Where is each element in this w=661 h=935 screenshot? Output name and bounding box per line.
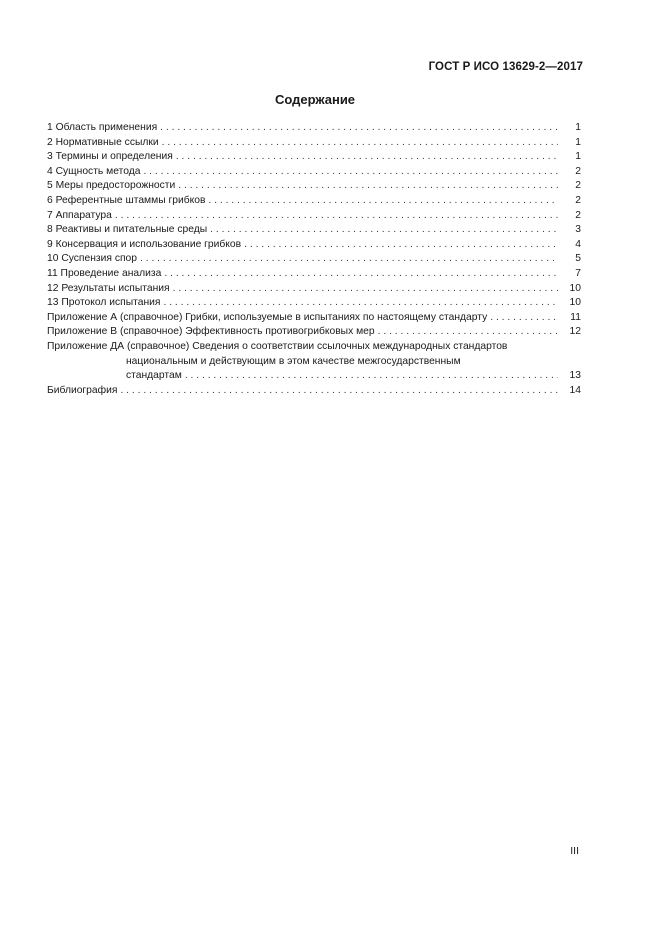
toc-leader-dots — [208, 194, 558, 209]
toc-entry-label: 12 Результаты испытания — [47, 282, 170, 294]
toc-entry-label: 6 Референтные штаммы грибков — [47, 194, 206, 206]
toc-entry-annex-da[interactable] — [47, 340, 581, 384]
toc-leader-dots — [143, 165, 558, 180]
toc-entry[interactable] — [47, 267, 581, 282]
toc-entry-label-continued: национальным и действующим в этом качестве межгосударственным — [126, 355, 461, 367]
toc-entry[interactable] — [47, 238, 581, 253]
toc-entry-page: 1 — [575, 122, 581, 133]
toc-entry-label: 8 Реактивы и питательные среды — [47, 224, 208, 236]
toc-entry-label: Приложение ДА (справочное) Сведения о соответствии ссылочных международных стандартов — [47, 340, 508, 352]
toc-leader-dots — [160, 121, 558, 136]
toc-entries — [47, 121, 581, 340]
toc-leader-dots — [162, 136, 558, 151]
toc-entry[interactable] — [47, 296, 581, 311]
toc-entry-page: 1 — [575, 151, 581, 163]
toc-entry-label-continued: стандартам — [126, 370, 182, 382]
toc-entry-label: 9 Консервация и использование грибков — [47, 238, 242, 250]
toc-entry-page: 2 — [575, 165, 581, 177]
toc-entry-page: 11 — [570, 311, 581, 323]
toc-entry[interactable] — [47, 209, 581, 224]
toc-entry-page: 10 — [569, 282, 581, 294]
toc-title: Содержание — [274, 92, 356, 107]
toc-entry-label: 2 Нормативные ссылки — [47, 136, 159, 148]
toc-entry-label: Библиография — [47, 384, 118, 396]
toc-leader-dots — [120, 384, 558, 399]
toc-leader-dots — [176, 150, 558, 165]
toc-entry-page: 7 — [575, 267, 581, 279]
toc-leader-dots — [140, 252, 558, 267]
toc-entry[interactable] — [47, 223, 581, 238]
table-of-contents — [47, 121, 581, 398]
toc-leader-dots — [244, 238, 558, 253]
toc-entry-page: 12 — [569, 326, 581, 338]
toc-entry-label: 11 Проведение анализа — [47, 267, 162, 279]
toc-entry-label: 4 Сущность метода — [47, 165, 141, 177]
toc-entry-page: 10 — [569, 297, 581, 309]
toc-leader-dots — [163, 296, 558, 311]
toc-entry[interactable] — [47, 150, 581, 165]
toc-entry-label: 5 Меры предосторожности — [47, 180, 176, 192]
toc-entry-page: 2 — [575, 209, 581, 221]
toc-entry[interactable] — [47, 252, 581, 267]
toc-entry-label: Приложение В (справочное) Эффективность противогрибковых мер — [47, 326, 375, 338]
toc-leader-dots — [490, 311, 558, 326]
toc-entry-page: 1 — [575, 136, 581, 148]
toc-entry-page: 5 — [575, 253, 581, 265]
toc-entry[interactable] — [47, 311, 581, 326]
page-number: III — [570, 845, 579, 857]
toc-entry-label: 13 Протокол испытания — [47, 297, 161, 309]
toc-entry-page: 13 — [569, 370, 581, 382]
toc-entry[interactable] — [47, 179, 581, 194]
toc-entry-page: 3 — [575, 224, 581, 236]
toc-entry[interactable] — [47, 325, 581, 340]
toc-entry-label: 7 Аппаратура — [47, 209, 112, 221]
toc-entry-label: 3 Термины и определения — [47, 151, 173, 163]
toc-entry[interactable] — [47, 136, 581, 151]
toc-leader-dots — [378, 325, 558, 340]
toc-entry[interactable] — [47, 165, 581, 180]
toc-entry-page: 2 — [575, 180, 581, 192]
toc-entry[interactable] — [47, 282, 581, 297]
toc-leader-dots — [185, 369, 558, 384]
toc-entry-label: Приложение А (справочное) Грибки, используемые в испытаниях по настоящему стандарту — [47, 311, 488, 323]
toc-entry-label: 1 Область применения — [47, 122, 158, 133]
toc-entry-page: 14 — [569, 384, 581, 396]
toc-entry-page: 4 — [575, 238, 581, 250]
toc-leader-dots — [164, 267, 558, 282]
toc-leader-dots — [178, 179, 558, 194]
toc-leader-dots — [173, 282, 558, 297]
toc-entry[interactable] — [47, 194, 581, 209]
toc-entry-page: 2 — [575, 194, 581, 206]
toc-leader-dots — [115, 209, 558, 224]
standard-code: ГОСТ Р ИСО 13629-2—2017 — [428, 61, 583, 73]
toc-leader-dots — [210, 223, 558, 238]
toc-entry-bibliography[interactable] — [47, 384, 581, 399]
toc-entry[interactable] — [47, 121, 581, 136]
toc-entry-label: 10 Суспензия спор — [47, 253, 138, 265]
